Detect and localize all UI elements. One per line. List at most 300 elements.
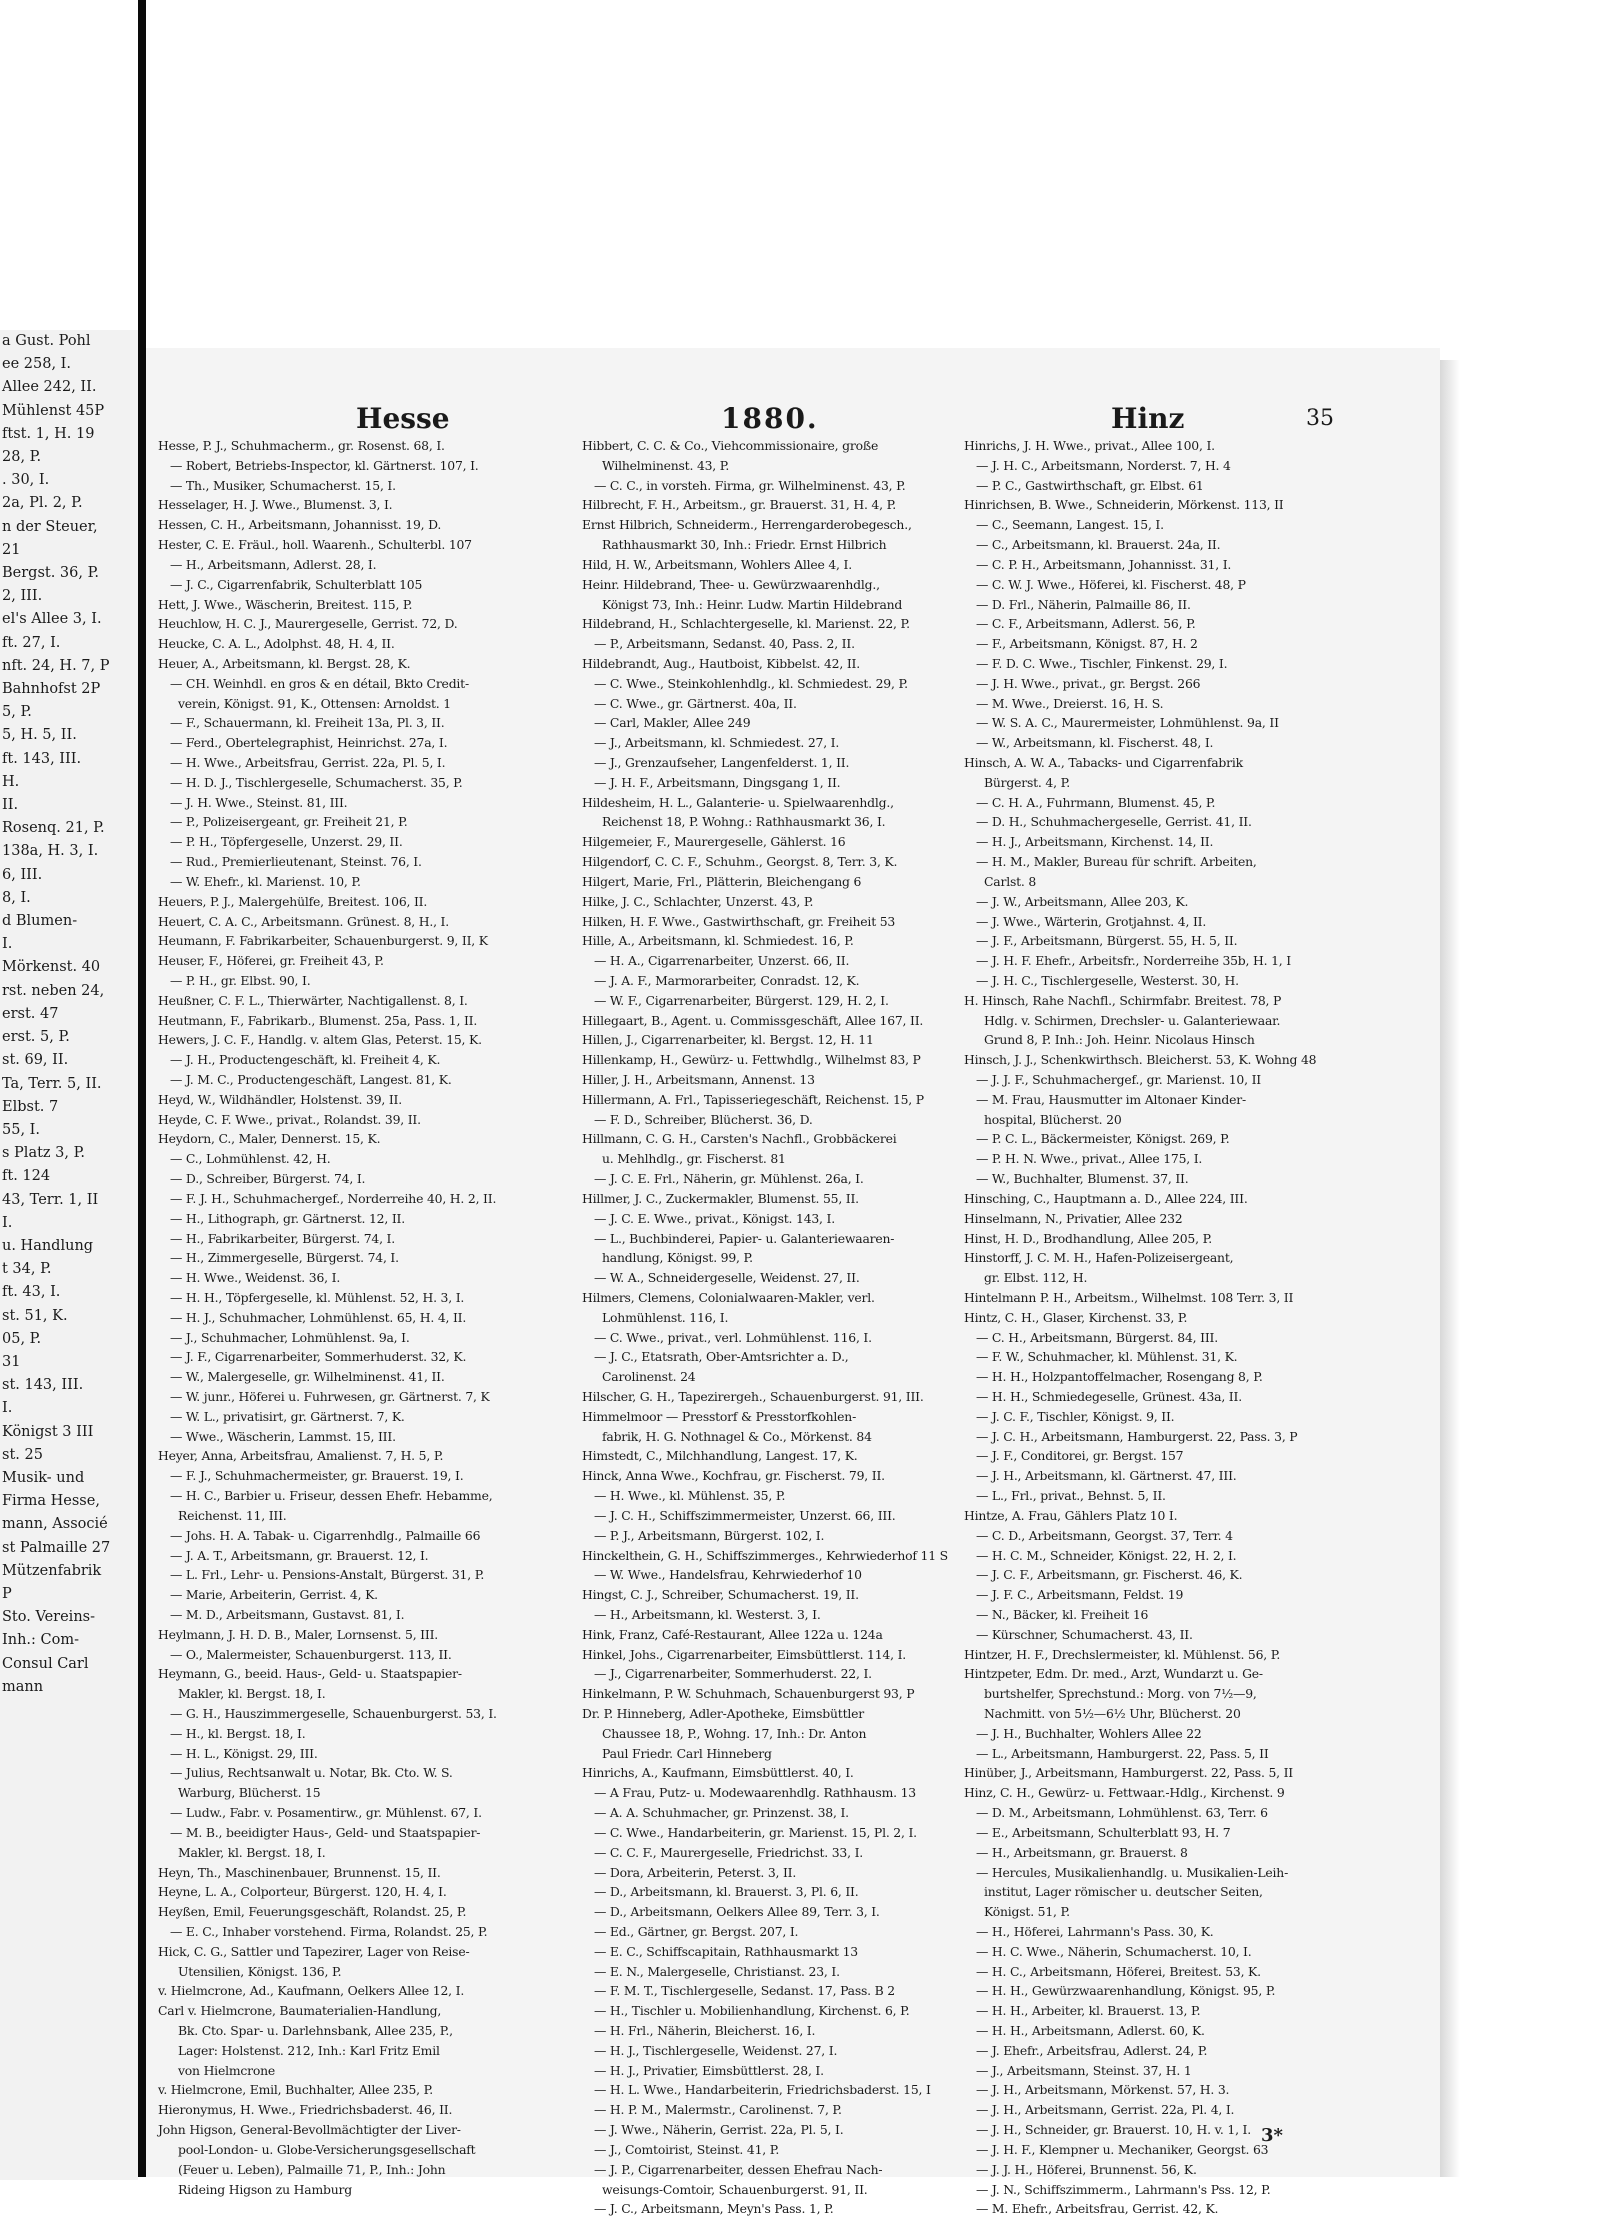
directory-entry: Hintzpeter, Edm. Dr. med., Arzt, Wundarzt u. Ge- [964,1666,1263,1682]
entry-continuation: institut, Lager römischer u. deutscher Seiten, [984,1884,1263,1900]
entry-continuation: Reichenst 18, P. Wohng.: Rathhausmarkt 36, I. [602,814,886,830]
directory-sub-entry: — J., Arbeitsmann, Steinst. 37, H. 1 [976,2062,1192,2078]
directory-sub-entry: — D. H., Schuhmachergeselle, Gerrist. 41, II. [976,814,1252,830]
entry-continuation: burtshelfer, Sprechstund.: Morg. von 7½—9, [984,1686,1257,1702]
entry-continuation: Königst 73, Inh.: Heinr. Ludw. Martin Hildebrand [602,596,903,612]
directory-sub-entry: — Ludw., Fabr. v. Posamentirw., gr. Mühlenst. 67, I. [170,1805,482,1821]
left-page-line: Mützenfabrik [2,1562,102,1579]
directory-entry: Hillenkamp, H., Gewürz- u. Fettwhdlg., Wilhelmst 83, P [582,1052,921,1068]
directory-sub-entry: — H., Tischler u. Mobilienhandlung, Kirchenst. 6, P. [594,2003,910,2019]
directory-entry: Hille, A., Arbeitsmann, kl. Schmiedest. 16, P. [582,933,854,949]
directory-sub-entry: — J., Arbeitsmann, kl. Schmiedest. 27, I. [594,735,840,751]
directory-sub-entry: — C. F., Arbeitsmann, Adlerst. 56, P. [976,616,1196,632]
left-page-line: s Platz 3, P. [2,1145,86,1162]
directory-entry: Heußner, C. F. L., Thierwärter, Nachtigallenst. 8, I. [158,992,468,1008]
directory-sub-entry: — J. H., Productengeschäft, kl. Freiheit 4, K. [170,1052,441,1068]
directory-sub-entry: — J. H. Wwe., privat., gr. Bergst. 266 [976,675,1201,691]
directory-sub-entry: — J., Cigarrenarbeiter, Sommerhuderst. 22, I. [594,1666,872,1682]
directory-sub-entry: — H., Lithograph, gr. Gärtnerst. 12, II. [170,1210,405,1226]
directory-entry: Heyer, Anna, Arbeitsfrau, Amalienst. 7, H. 5, P. [158,1448,444,1464]
directory-sub-entry: — J., Schuhmacher, Lohmühlenst. 9a, I. [170,1329,410,1345]
directory-sub-entry: — J. C. E. Wwe., privat., Königst. 143, I. [594,1210,835,1226]
directory-entry: Heinr. Hildebrand, Thee- u. Gewürzwaarenhdlg., [582,576,880,592]
directory-sub-entry: — CH. Weinhdl. en gros & en détail, Bkto Credit- [170,675,469,691]
directory-entry: Hinsching, C., Hauptmann a. D., Allee 224, III. [964,1190,1248,1206]
directory-sub-entry: — J. C., Arbeitsmann, Meyn's Pass. 1, P. [594,2201,834,2217]
directory-sub-entry: — Carl, Makler, Allee 249 [594,715,751,731]
entry-continuation: Chaussee 18, P., Wohng. 17, Inh.: Dr. Anton [602,1725,867,1741]
directory-sub-entry: — J. W., Arbeitsmann, Allee 203, K. [976,893,1189,909]
directory-page [146,348,1440,2217]
directory-sub-entry: — J. F., Arbeitsmann, Bürgerst. 55, H. 5, II. [976,933,1238,949]
directory-sub-entry: — J. H. F., Arbeitsmann, Dingsgang 1, II. [594,774,841,790]
directory-entry: Dr. P. Hinneberg, Adler-Apotheke, Eimsbüttler [582,1706,864,1721]
entry-continuation: (Feuer u. Leben), Palmaille 71, P., Inh.: John [178,2161,446,2177]
left-page-line: erst. 47 [2,1005,59,1022]
directory-sub-entry: — H. J., Privatier, Eimsbüttlerst. 28, I. [594,2062,824,2078]
directory-sub-entry: — E. C., Schiffscapitain, Rathhausmarkt 13 [594,1943,858,1959]
directory-sub-entry: — C. H., Arbeitsmann, Bürgerst. 84, III. [976,1329,1218,1345]
directory-sub-entry: — W. A., Schneidergeselle, Weidenst. 27, II. [594,1270,860,1286]
directory-entry: Heyn, Th., Maschinenbauer, Brunnenst. 15, II. [158,1864,441,1880]
directory-entry: Hinrichsen, B. Wwe., Schneiderin, Mörkenst. 113, II [964,497,1284,513]
left-page-line: ft. 43, I. [2,1284,61,1301]
left-page-line: u. Handlung [2,1237,94,1254]
directory-sub-entry: — C. W. J. Wwe., Höferei, kl. Fischerst. 48, P [976,576,1246,592]
directory-sub-entry: — J. H., Arbeitsmann, Gerrist. 22a, Pl. 4, I. [976,2102,1235,2118]
directory-sub-entry: — D. M., Arbeitsmann, Lohmühlenst. 63, Terr. 6 [976,1805,1268,1821]
directory-entry: Hinkelmann, P. W. Schuhmach, Schauenburgerst 93, P [582,1686,915,1702]
directory-sub-entry: — H. L., Königst. 29, III. [170,1745,318,1761]
signature-mark: 3* [1261,2125,1283,2146]
directory-sub-entry: — J. H. F., Klempner u. Mechaniker, Georgst. 63 [976,2141,1269,2157]
left-page-line: ft. 124 [2,1168,51,1185]
directory-sub-entry: — J. F., Conditorei, gr. Bergst. 157 [976,1448,1184,1464]
entry-continuation: Königst. 51, P. [984,1904,1070,1920]
directory-entry: Hilke, J. C., Schlachter, Unzerst. 43, P. [582,893,814,909]
directory-entry: John Higson, General-Bevollmächtigter der Liver- [158,2122,461,2138]
directory-entry: Hillermann, A. Frl., Tapisseriegeschäft, Reichenst. 15, P [582,1091,924,1107]
directory-sub-entry: — P. H., Töpfergeselle, Unzerst. 29, II. [170,834,403,850]
directory-entry: Hilgemeier, F., Maurergeselle, Gählerst. 16 [582,834,846,850]
directory-sub-entry: — F. D. C. Wwe., Tischler, Finkenst. 29, I. [976,655,1228,671]
directory-sub-entry: — E. N., Malergeselle, Christianst. 23, I. [594,1963,840,1979]
directory-sub-entry: — H. H., Holzpantoffelmacher, Rosengang 8, P. [976,1369,1263,1385]
directory-sub-entry: — H. M., Makler, Bureau für schrift. Arbeiten, [976,854,1257,870]
directory-entry: Hillen, J., Cigarrenarbeiter, kl. Bergst. 12, H. 11 [582,1032,874,1048]
directory-entry: Hinselmann, N., Privatier, Allee 232 [964,1210,1183,1226]
left-page-line: Mühlenst 45P [2,402,105,419]
directory-sub-entry: — H., kl. Bergst. 18, I. [170,1725,306,1741]
header-first-name: Hesse [356,402,450,435]
directory-entry: Hiller, J. H., Arbeitsmann, Annenst. 13 [582,1072,815,1087]
entry-continuation: Bürgerst. 4, P. [984,774,1070,790]
directory-sub-entry: — Julius, Rechtsanwalt u. Notar, Bk. Cto. W. S. [170,1765,453,1781]
left-page-line: 28, P. [2,449,42,466]
entry-continuation: Lager: Holstenst. 212, Inh.: Karl Fritz Emil [178,2042,440,2058]
directory-entry: Heucke, C. A. L., Adolphst. 48, H. 4, II. [158,636,395,652]
book-gutter [138,0,146,2177]
directory-sub-entry: — J. C. F., Arbeitsmann, gr. Fischerst. 46, K. [976,1567,1243,1583]
directory-sub-entry: — M. D., Arbeitsmann, Gustavst. 81, I. [170,1606,405,1622]
directory-entry: Hesselager, H. J. Wwe., Blumenst. 3, I. [158,497,393,513]
left-page-line: . 30, I. [2,472,50,489]
directory-sub-entry: — J. M. C., Productengeschäft, Langest. 81, K. [170,1072,452,1087]
directory-entry: Heyßen, Emil, Feuerungsgeschäft, Rolandst. 25, P. [158,1904,467,1920]
left-page-line: Allee 242, II. [2,379,97,396]
left-page-line: 55, I. [2,1121,41,1138]
directory-entry: Himstedt, C., Milchhandlung, Langest. 17, K. [582,1448,858,1464]
left-page-line: 43, Terr. 1, II [2,1191,99,1208]
directory-entry: Hett, J. Wwe., Wäscherin, Breitest. 115, P. [158,596,413,612]
entry-continuation: verein, Königst. 91, K., Ottensen: Arnoldst. 1 [178,695,451,711]
directory-entry: Hieronymus, H. Wwe., Friedrichsbaderst. 46, II. [158,2102,453,2118]
directory-entry: Hessen, C. H., Arbeitsmann, Johannisst. 19, D. [158,517,442,533]
page-number: 35 [1306,406,1334,431]
directory-entry: Hintelmann P. H., Arbeitsm., Wilhelmst. 108 Terr. 3, II [964,1289,1294,1305]
directory-sub-entry: — D., Schreiber, Bürgerst. 74, I. [170,1171,366,1187]
directory-sub-entry: — Th., Musiker, Schumacherst. 15, I. [170,477,396,493]
directory-sub-entry: — Kürschner, Schumacherst. 43, II. [976,1626,1193,1642]
directory-sub-entry: — Wwe., Wäscherin, Lammst. 15, III. [170,1428,396,1444]
left-page-line: ee 258, I. [2,356,72,373]
directory-sub-entry: — P. C., Gastwirthschaft, gr. Elbst. 61 [976,477,1204,493]
directory-entry: Heumann, F. Fabrikarbeiter, Schauenburgerst. 9, II, K [158,933,488,949]
directory-sub-entry: — C. H. A., Fuhrmann, Blumenst. 45, P. [976,794,1216,810]
directory-entry: Heyd, W., Wildhändler, Holstenst. 39, II. [158,1091,402,1107]
left-page-line: 5, H. 5, II. [2,727,77,744]
directory-sub-entry: — J. C., Etatsrath, Ober-Amtsrichter a. D., [594,1349,849,1365]
entry-continuation: Nachmitt. von 5½—6½ Uhr, Blücherst. 20 [984,1706,1241,1721]
directory-sub-entry: — H. Wwe., Arbeitsfrau, Gerrist. 22a, Pl. 5, I. [170,755,446,770]
directory-sub-entry: — P. C. L., Bäckermeister, Königst. 269, P. [976,1131,1230,1147]
left-page-line: erst. 5, P. [2,1029,70,1046]
directory-sub-entry: — E., Arbeitsmann, Schulterblatt 93, H. 7 [976,1824,1231,1840]
directory-entry: Carl v. Hielmcrone, Baumaterialien-Handlung, [158,2003,442,2019]
directory-sub-entry: — L. Frl., Lehr- u. Pensions-Anstalt, Bürgerst. 31, P. [170,1567,485,1583]
directory-sub-entry: — J. Ehefr., Arbeitsfrau, Adlerst. 24, P. [976,2042,1208,2058]
page-header [146,402,1440,435]
directory-entry: Hintzer, H. F., Drechslermeister, kl. Mühlenst. 56, P. [964,1646,1281,1662]
directory-sub-entry: — J. F., Cigarrenarbeiter, Sommerhuderst. 32, K. [170,1349,467,1365]
directory-entry: Hinkel, Johs., Cigarrenarbeiter, Eimsbüttlerst. 114, I. [582,1646,907,1662]
directory-sub-entry: — J. H. C., Arbeitsmann, Norderst. 7, H. 4 [976,457,1231,473]
directory-entry: Hilmers, Clemens, Colonialwaaren-Makler, verl. [582,1289,875,1305]
directory-sub-entry: — J., Comtoirist, Steinst. 41, P. [594,2141,780,2157]
directory-sub-entry: — W. Wwe., Handelsfrau, Kehrwiederhof 10 [594,1567,862,1583]
directory-entry: Hintz, C. H., Glaser, Kirchenst. 33, P. [964,1309,1188,1325]
left-page-line: st. 69, II. [2,1052,69,1069]
directory-sub-entry: — J. J. F., Schuhmachergef., gr. Marienst. 10, II [976,1072,1261,1087]
entry-continuation: handlung, Königst. 99, P. [602,1250,753,1266]
left-page-line: t 34, P. [2,1261,52,1278]
entry-continuation: Lohmühlenst. 116, I. [602,1309,729,1325]
directory-sub-entry: — W., Arbeitsmann, kl. Fischerst. 48, I. [976,735,1214,751]
entry-continuation: Rathhausmarkt 30, Inh.: Friedr. Ernst Hilbrich [602,537,887,553]
directory-sub-entry: — C. Wwe., Handarbeiterin, gr. Marienst. 15, Pl. 2, I. [594,1824,917,1840]
directory-sub-entry: — H., Zimmergeselle, Bürgerst. 74, I. [170,1250,399,1266]
directory-sub-entry: — N., Bäcker, kl. Freiheit 16 [976,1606,1149,1622]
directory-sub-entry: — D. Frl., Näherin, Palmaille 86, II. [976,596,1191,612]
directory-sub-entry: — J. C. F., Tischler, Königst. 9, II. [976,1408,1175,1424]
directory-entry: Hildesheim, H. L., Galanterie- u. Spielwaarenhdlg., [582,794,894,810]
directory-sub-entry: — J. A. F., Marmorarbeiter, Conradst. 12, K. [594,972,860,988]
entry-continuation: weisungs-Comtoir, Schauenburgerst. 91, II. [602,2181,868,2197]
entry-continuation: gr. Elbst. 112, H. [984,1270,1088,1286]
directory-sub-entry: — M. Ehefr., Arbeitsfrau, Gerrist. 42, K. [976,2201,1219,2217]
directory-sub-entry: — H., Fabrikarbeiter, Bürgerst. 74, I. [170,1230,395,1246]
left-page-lines [0,330,138,1699]
left-page-line: el's Allee 3, I. [2,611,102,628]
directory-sub-entry: — J. C., Cigarrenfabrik, Schulterblatt 105 [170,576,423,592]
left-page-line: 6, III. [2,866,43,883]
left-page-line: Firma Hesse, [2,1493,100,1510]
directory-sub-entry: — C. Wwe., Steinkohlenhdlg., kl. Schmiedest. 29, P. [594,675,908,691]
directory-entry: H. Hinsch, Rahe Nachfl., Schirmfabr. Breitest. 78, P [964,992,1282,1008]
left-page-line: 8, I. [2,889,31,906]
directory-sub-entry: — F. J., Schuhmachermeister, gr. Brauerst. 19, I. [170,1468,464,1484]
directory-entry: Hillmer, J. C., Zuckermakler, Blumenst. 55, II. [582,1190,859,1206]
directory-sub-entry: — D., Arbeitsmann, kl. Brauerst. 3, Pl. 6, II. [594,1884,859,1900]
left-page-line: Sto. Vereins- [2,1609,96,1626]
directory-entry: Hilbrecht, F. H., Arbeitsm., gr. Brauerst. 31, H. 4, P. [582,497,896,513]
directory-sub-entry: — H. Frl., Näherin, Bleicherst. 16, I. [594,2023,816,2038]
directory-sub-entry: — H. J., Arbeitsmann, Kirchenst. 14, II. [976,834,1214,850]
left-page-line: Musik- und [2,1469,85,1486]
directory-entry: Heydorn, C., Maler, Dennerst. 15, K. [158,1131,381,1147]
left-page-line: Rosenq. 21, P. [2,820,105,837]
directory-entry: Hinrichs, A., Kaufmann, Eimsbüttlerst. 40, I. [582,1765,854,1781]
entry-continuation: Utensilien, Königst. 136, P. [178,1963,342,1979]
left-page-line: 21 [2,541,21,558]
directory-entry: Hesse, P. J., Schuhmacherm., gr. Rosenst. 68, I. [158,438,445,453]
directory-sub-entry: — L., Buchbinderei, Papier- u. Galanteriewaaren- [594,1230,895,1246]
directory-entry: Hildebrandt, Aug., Hautboist, Kibbelst. 42, II. [582,655,860,671]
directory-sub-entry: — F., Schauermann, kl. Freiheit 13a, Pl. 3, II. [170,715,445,731]
directory-entry: Hinsch, A. W. A., Tabacks- und Cigarrenfabrik [964,755,1243,770]
directory-sub-entry: — Hercules, Musikalienhandlg. u. Musikalien-Leih- [976,1864,1289,1880]
left-page-line: n der Steuer, [2,518,98,535]
left-page-line: ftst. 1, H. 19 [2,425,95,442]
entry-continuation: fabrik, H. G. Nothnagel & Co., Mörkenst. 84 [602,1428,872,1444]
directory-sub-entry: — J. H., Schneider, gr. Brauerst. 10, H. v. 1, I. [976,2122,1251,2138]
left-page-line: rst. neben 24, [2,982,105,999]
directory-entry: Hillmann, C. G. H., Carsten's Nachfl., Grobbäckerei [582,1131,897,1147]
directory-sub-entry: — Robert, Betriebs-Inspector, kl. Gärtnerst. 107, I. [170,457,479,473]
directory-entry: Hinüber, J., Arbeitsmann, Hamburgerst. 22, Pass. 5, II [964,1765,1293,1781]
directory-sub-entry: — J., Grenzaufseher, Langenfelderst. 1, II. [594,755,850,770]
left-page-line: Bahnhofst 2P [2,681,101,698]
directory-sub-entry: — L., Arbeitsmann, Hamburgerst. 22, Pass. 5, II [976,1745,1269,1761]
directory-sub-entry: — C. D., Arbeitsmann, Georgst. 37, Terr. 4 [976,1527,1233,1543]
directory-entry: Heuer, A., Arbeitsmann, kl. Bergst. 28, K. [158,655,411,671]
column-2 [582,436,980,2217]
left-page-line: P [2,1585,12,1602]
directory-sub-entry: — H. Wwe., kl. Mühlenst. 35, P. [594,1488,786,1504]
directory-sub-entry: — H. C., Barbier u. Friseur, dessen Ehefr. Hebamme, [170,1488,493,1504]
directory-sub-entry: — J. C. H., Schiffszimmermeister, Unzerst. 66, III. [594,1507,896,1523]
directory-sub-entry: — J. F. C., Arbeitsmann, Feldst. 19 [976,1587,1184,1603]
directory-sub-entry: — W. junr., Höferei u. Fuhrwesen, gr. Gärtnerst. 7, K [170,1389,490,1404]
directory-entry: Heyde, C. F. Wwe., privat., Rolandst. 39, II. [158,1111,421,1127]
directory-sub-entry: — L., Frl., privat., Behnst. 5, II. [976,1488,1166,1504]
directory-sub-entry: — H. H., Arbeiter, kl. Brauerst. 13, P. [976,2003,1201,2019]
column-1 [158,436,556,2197]
directory-sub-entry: — H., Arbeitsmann, kl. Westerst. 3, I. [594,1606,821,1622]
directory-sub-entry: — C., Arbeitsmann, kl. Brauerst. 24a, II. [976,537,1221,553]
directory-sub-entry: — Ferd., Obertelegraphist, Heinrichst. 27a, I. [170,735,448,751]
directory-sub-entry: — D., Arbeitsmann, Oelkers Allee 89, Terr. 3, I. [594,1904,880,1920]
directory-entry: Hinrichs, J. H. Wwe., privat., Allee 100, I. [964,438,1215,453]
directory-sub-entry: — P. H., gr. Elbst. 90, I. [170,972,311,988]
directory-sub-entry: — H. J., Schuhmacher, Lohmühlenst. 65, H. 4, II. [170,1309,467,1325]
directory-sub-entry: — H., Höferei, Lahrmann's Pass. 30, K. [976,1923,1214,1939]
directory-entry: Heyne, L. A., Colporteur, Bürgerst. 120, H. 4, I. [158,1884,447,1900]
directory-sub-entry: — C. C. F., Maurergeselle, Friedrichst. 33, I. [594,1844,864,1860]
directory-sub-entry: — A Frau, Putz- u. Modewaarenhdlg. Rathhausm. 13 [594,1785,916,1801]
directory-sub-entry: — C., Seemann, Langest. 15, I. [976,517,1164,533]
directory-sub-entry: — J. N., Schiffszimmerm., Lahrmann's Pss. 12, P. [976,2181,1271,2197]
entry-continuation: u. Mehlhdlg., gr. Fischerst. 81 [602,1151,786,1167]
left-page-line: H. [2,773,20,790]
left-page-line: 5, P. [2,704,32,721]
directory-sub-entry: — H., Arbeitsmann, gr. Brauerst. 8 [976,1844,1188,1860]
directory-sub-entry: — H. J., Tischlergeselle, Weidenst. 27, I. [594,2042,838,2058]
directory-entry: Hilgendorf, C. C. F., Schuhm., Georgst. 8, Terr. 3, K. [582,854,898,870]
directory-sub-entry: — J. P., Cigarrenarbeiter, dessen Ehefrau Nach- [594,2161,883,2177]
left-page-line: ft. 143, III. [2,750,82,767]
entry-continuation: hospital, Blücherst. 20 [984,1111,1122,1127]
directory-sub-entry: — H. H., Schmiedegeselle, Grünest. 43a, II. [976,1389,1242,1404]
directory-entry: Hilgert, Marie, Frl., Plätterin, Bleichengang 6 [582,873,862,889]
directory-sub-entry: — J. Wwe., Näherin, Gerrist. 22a, Pl. 5, I. [594,2122,844,2138]
directory-entry: Heuser, F., Höferei, gr. Freiheit 43, P. [158,953,384,969]
directory-entry: Hild, H. W., Arbeitsmann, Wohlers Allee 4, I. [582,556,852,572]
directory-sub-entry: — H. C., Arbeitsmann, Höferei, Breitest. 53, K. [976,1963,1261,1979]
left-page-line: st. 51, K. [2,1307,68,1324]
directory-sub-entry: — J. H., Arbeitsmann, kl. Gärtnerst. 47, III. [976,1468,1237,1484]
directory-sub-entry: — H. H., Arbeitsmann, Adlerst. 60, K. [976,2023,1205,2038]
entry-continuation: Rideing Higson zu Hamburg [178,2181,352,2197]
entry-continuation: Grund 8, P. Inh.: Joh. Heinr. Nicolaus Hinsch [984,1032,1255,1048]
left-page-line: Inh.: Com- [2,1632,79,1649]
directory-sub-entry: — J. H. C., Tischlergeselle, Westerst. 30, H. [976,972,1239,988]
directory-sub-entry: — J. C. H., Arbeitsmann, Hamburgerst. 22, Pass. 3, P [976,1428,1298,1444]
directory-entry: Himmelmoor — Presstorf & Presstorfkohlen- [582,1408,857,1424]
left-page-line: 138a, H. 3, I. [2,843,99,860]
left-page-line: st. 25 [2,1446,43,1463]
directory-sub-entry: — W., Buchhalter, Blumenst. 37, II. [976,1171,1189,1187]
directory-sub-entry: — J. J. H., Höferei, Brunnenst. 56, K. [976,2161,1197,2177]
directory-entry: Heutmann, F., Fabrikarb., Blumenst. 25a, Pass. 1, II. [158,1012,478,1028]
directory-sub-entry: — M. B., beeidigter Haus-, Geld- und Staatspapier- [170,1824,481,1840]
directory-sub-entry: — W. S. A. C., Maurermeister, Lohmühlenst. 9a, II [976,715,1279,731]
directory-sub-entry: — A. A. Schuhmacher, gr. Prinzenst. 38, I. [594,1805,849,1821]
entry-continuation: Makler, kl. Bergst. 18, I. [178,1686,326,1702]
left-page-line: Bergst. 36, P. [2,565,100,582]
directory-sub-entry: — P., Arbeitsmann, Sedanst. 40, Pass. 2, II. [594,636,855,652]
directory-sub-entry: — F., Arbeitsmann, Königst. 87, H. 2 [976,636,1198,652]
directory-entry: Heuchlow, H. C. J., Maurergeselle, Gerrist. 72, D. [158,616,458,632]
left-page-line: 2, III. [2,588,43,605]
entry-continuation: Wilhelminenst. 43, P. [602,457,730,473]
left-page-line: I. [2,936,13,953]
directory-entry: Hintze, A. Frau, Gählers Platz 10 I. [964,1507,1178,1523]
directory-sub-entry: — Ed., Gärtner, gr. Bergst. 207, I. [594,1923,799,1939]
directory-sub-entry: — J. C. E. Frl., Näherin, gr. Mühlenst. 26a, I. [594,1171,864,1187]
directory-entry: Hinsch, J. J., Schenkwirthsch. Bleicherst. 53, K. Wohng 48 [964,1052,1317,1068]
entry-continuation: Warburg, Blücherst. 15 [178,1785,321,1801]
left-page-line: d Blumen- [2,913,78,930]
left-page-line: mann [2,1678,44,1695]
directory-entry: Hink, Franz, Café-Restaurant, Allee 122a u. 124a [582,1626,883,1642]
directory-sub-entry: — J. H. F. Ehefr., Arbeitsfr., Norderreihe 35b, H. 1, I [976,953,1291,969]
left-page-line: 2a, Pl. 2, P. [2,495,83,512]
directory-sub-entry: — P., Polizeisergeant, gr. Freiheit 21, P. [170,814,408,830]
directory-sub-entry: — H. Wwe., Weidenst. 36, I. [170,1270,341,1286]
directory-sub-entry: — W. Ehefr., kl. Marienst. 10, P. [170,873,361,889]
left-page-line: I. [2,1400,13,1417]
directory-entry: Hinckelthein, G. H., Schiffszimmerges., Kehrwiederhof 11 S [582,1547,948,1563]
directory-sub-entry: — J. A. T., Arbeitsmann, gr. Brauerst. 12, I. [170,1547,429,1563]
page-edge-shadow [1440,360,1460,2177]
left-page-line: st Palmaille 27 [2,1539,111,1556]
directory-sub-entry: — M. Frau, Hausmutter im Altonaer Kinder- [976,1091,1247,1107]
directory-sub-entry: — H. C. Wwe., Näherin, Schumacherst. 10, I. [976,1943,1252,1959]
directory-sub-entry: — C. Wwe., gr. Gärtnerst. 40a, II. [594,695,797,711]
header-year: 1880. [721,402,819,435]
directory-sub-entry: — W., Malergeselle, gr. Wilhelminenst. 41, II. [170,1369,445,1385]
directory-sub-entry: — J. H. Wwe., Steinst. 81, III. [170,794,348,810]
directory-entry: Heuers, P. J., Malergehülfe, Breitest. 106, II. [158,893,428,909]
directory-sub-entry: — F. D., Schreiber, Blücherst. 36, D. [594,1111,813,1127]
directory-sub-entry: — J. Wwe., Wärterin, Grotjahnst. 4, II. [976,913,1207,929]
directory-sub-entry: — C., Lohmühlenst. 42, H. [170,1151,331,1167]
directory-sub-entry: — H. P. M., Malermstr., Carolinenst. 7, P. [594,2102,842,2118]
directory-sub-entry: — H. L. Wwe., Handarbeiterin, Friedrichsbaderst. 15, I [594,2082,931,2098]
left-page-line: 05, P. [2,1330,42,1347]
directory-entry: Hewers, J. C. F., Handlg. v. altem Glas, Peterst. 15, K. [158,1032,482,1048]
left-page-line: mann, Associé [2,1516,108,1533]
directory-entry: Hingst, C. J., Schreiber, Schumacherst. 19, II. [582,1587,859,1603]
directory-sub-entry: — H. H., Töpfergeselle, kl. Mühlenst. 52, H. 3, I. [170,1289,465,1305]
directory-entry: Heuert, C. A. C., Arbeitsmann. Grünest. 8, H., I. [158,913,449,929]
directory-sub-entry: — W. L., privatisirt, gr. Gärtnerst. 7, K. [170,1408,405,1424]
directory-sub-entry: — F. J. H., Schuhmachergef., Norderreihe 40, H. 2, II. [170,1190,497,1206]
directory-entry: v. Hielmcrone, Ad., Kaufmann, Oelkers Allee 12, I. [158,1983,465,1999]
directory-entry: Hilken, H. F. Wwe., Gastwirthschaft, gr. Freiheit 53 [582,913,896,929]
directory-entry: Heymann, G., beeid. Haus-, Geld- u. Staatspapier- [158,1666,462,1682]
left-page-line: Elbst. 7 [2,1098,59,1115]
directory-entry: Hick, C. G., Sattler und Tapezirer, Lager von Reise- [158,1943,470,1959]
left-page-line: nft. 24, H. 7, P [2,657,110,674]
directory-entry: Ernst Hilbrich, Schneiderm., Herrengarderobegesch., [582,517,912,533]
directory-entry: Hinstorff, J. C. M. H., Hafen-Polizeisergeant, [964,1250,1234,1266]
directory-sub-entry: — C. P. H., Arbeitsmann, Johannisst. 31, I. [976,556,1232,572]
directory-entry: Hinst, H. D., Brodhandlung, Allee 205, P. [964,1230,1212,1246]
directory-entry: Heylmann, J. H. D. B., Maler, Lornsenst. 5, III. [158,1626,438,1642]
directory-sub-entry: — Dora, Arbeiterin, Peterst. 3, II. [594,1864,797,1880]
directory-sub-entry: — H. D. J., Tischlergeselle, Schumacherst. 35, P. [170,774,463,790]
entry-continuation: Makler, kl. Bergst. 18, I. [178,1844,326,1860]
directory-sub-entry: — G. H., Hauszimmergeselle, Schauenburgerst. 53, I. [170,1706,497,1721]
entry-continuation: Reichenst. 11, III. [178,1507,287,1523]
directory-sub-entry: — F. W., Schuhmacher, kl. Mühlenst. 31, K. [976,1349,1238,1365]
column-3 [964,436,1354,2217]
directory-sub-entry: — Rud., Premierlieutenant, Steinst. 76, I. [170,854,422,870]
left-page-line: Mörkenst. 40 [2,959,101,976]
directory-entry: Hester, C. E. Fräul., holl. Waarenh., Schulterbl. 107 [158,537,472,553]
